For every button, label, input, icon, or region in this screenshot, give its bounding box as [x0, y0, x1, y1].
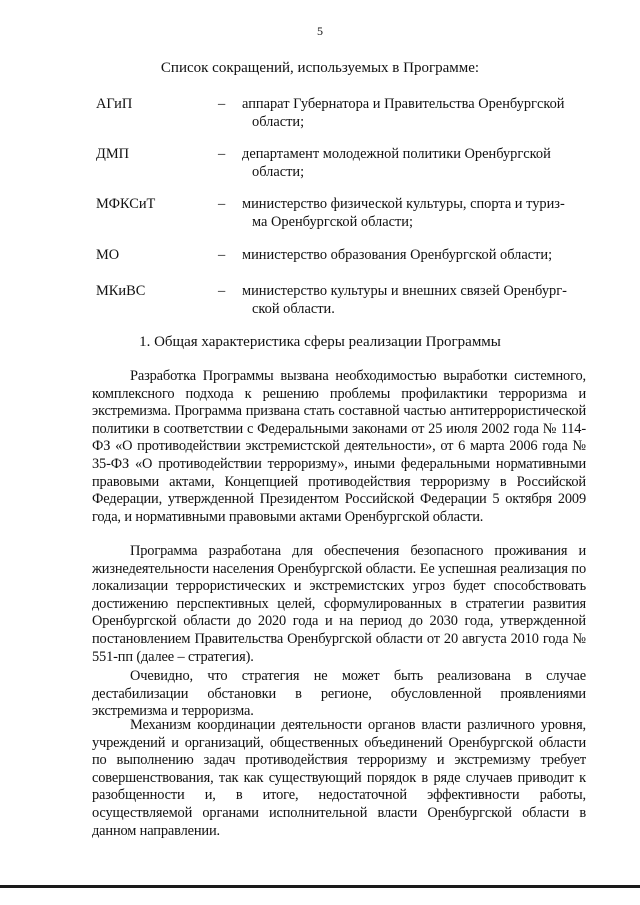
- body-paragraph: Разработка Программы вызвана необходимостью выработки системного, комплексного подхода к решению проблемы профилактики терроризма и экстремизма. Программа призвана стать составной частью антитеррористической политики в соответствии с Федеральными законами от 25 июля 2002 года № 114-ФЗ «О противодействии экстремистской деятельности», от 6 марта 2006 года № 35-ФЗ «О противодействии терроризму», иными федеральными нормативными правовыми актами, Концепцией противодействия терроризму в Российской Федерации, утвержденной Президентом Российской Федерации 5 октября 2009 года, и нормативными правовыми актами Оренбургской области.: [92, 368, 586, 525]
- abbreviation-dash: –: [218, 146, 226, 162]
- body-paragraph: Очевидно, что стратегия не может быть реализована в случае дестабилизации обстановки в регионе, обусловленной проявлениями экстремизма и терроризма.: [92, 668, 586, 720]
- abbreviation-dash: –: [218, 196, 226, 212]
- abbreviation-description: [242, 96, 588, 131]
- abbreviation-dash: –: [218, 247, 226, 263]
- abbreviation-term: МО: [96, 247, 120, 263]
- section-heading: 1. Общая характеристика сферы реализации Программы: [139, 334, 501, 350]
- abbreviation-description-line: ма Оренбургской области;: [252, 213, 413, 230]
- abbreviation-description: [242, 283, 588, 318]
- abbreviation-description-line: аппарат Губернатора и Правительства Оренбургской: [242, 96, 565, 112]
- abbreviation-description-line: области;: [252, 113, 305, 130]
- abbreviation-description-line: области;: [252, 163, 305, 180]
- abbreviation-dash: –: [218, 96, 226, 112]
- abbreviation-description-line: ской области.: [252, 300, 335, 317]
- page-bottom-rule: [0, 885, 640, 888]
- abbreviation-description: [242, 247, 588, 265]
- abbreviation-term: МКиВС: [96, 283, 146, 299]
- abbreviation-term: АГиП: [96, 96, 133, 112]
- abbreviation-description: [242, 146, 588, 181]
- abbreviation-description-line: министерство культуры и внешних связей Оренбург-: [242, 283, 567, 299]
- abbreviation-description-line: департамент молодежной политики Оренбургской: [242, 146, 551, 162]
- abbreviation-description-line: министерство образования Оренбургской области;: [242, 247, 553, 263]
- abbreviation-description: [242, 196, 588, 231]
- abbreviation-description-line: министерство физической культуры, спорта и туриз-: [242, 196, 565, 212]
- abbreviation-term: МФКСиТ: [96, 196, 156, 212]
- body-paragraph: Механизм координации деятельности органов власти различного уровня, учреждений и организаций, общественных объединений Оренбургской области по выполнению задач противодействия терроризму и экстремизму требует совершенствования, так как существующий порядок в ряде случаев приводит к разобщенности и, в итоге, недостаточной эффективности работы, осуществляемой органами исполнительной власти Оренбургской области в данном направлении.: [92, 717, 586, 839]
- abbreviation-dash: –: [218, 283, 226, 299]
- page-number: 5: [317, 24, 323, 38]
- abbreviation-term: ДМП: [96, 146, 130, 162]
- abbreviations-title: Список сокращений, используемых в Программе:: [160, 60, 480, 76]
- body-paragraph: Программа разработана для обеспечения безопасного проживания и жизнедеятельности населения Оренбургской области. Ее успешная реализация по локализации террористических и экстремистских угроз будет способствовать достижению перспективных целей, сформулированных в стратегии развития Оренбургской области до 2020 года и на период до 2030 года, утвержденной постановлением Правительства Оренбургской области от 20 августа 2010 года № 551-пп (далее – стратегия).: [92, 543, 586, 665]
